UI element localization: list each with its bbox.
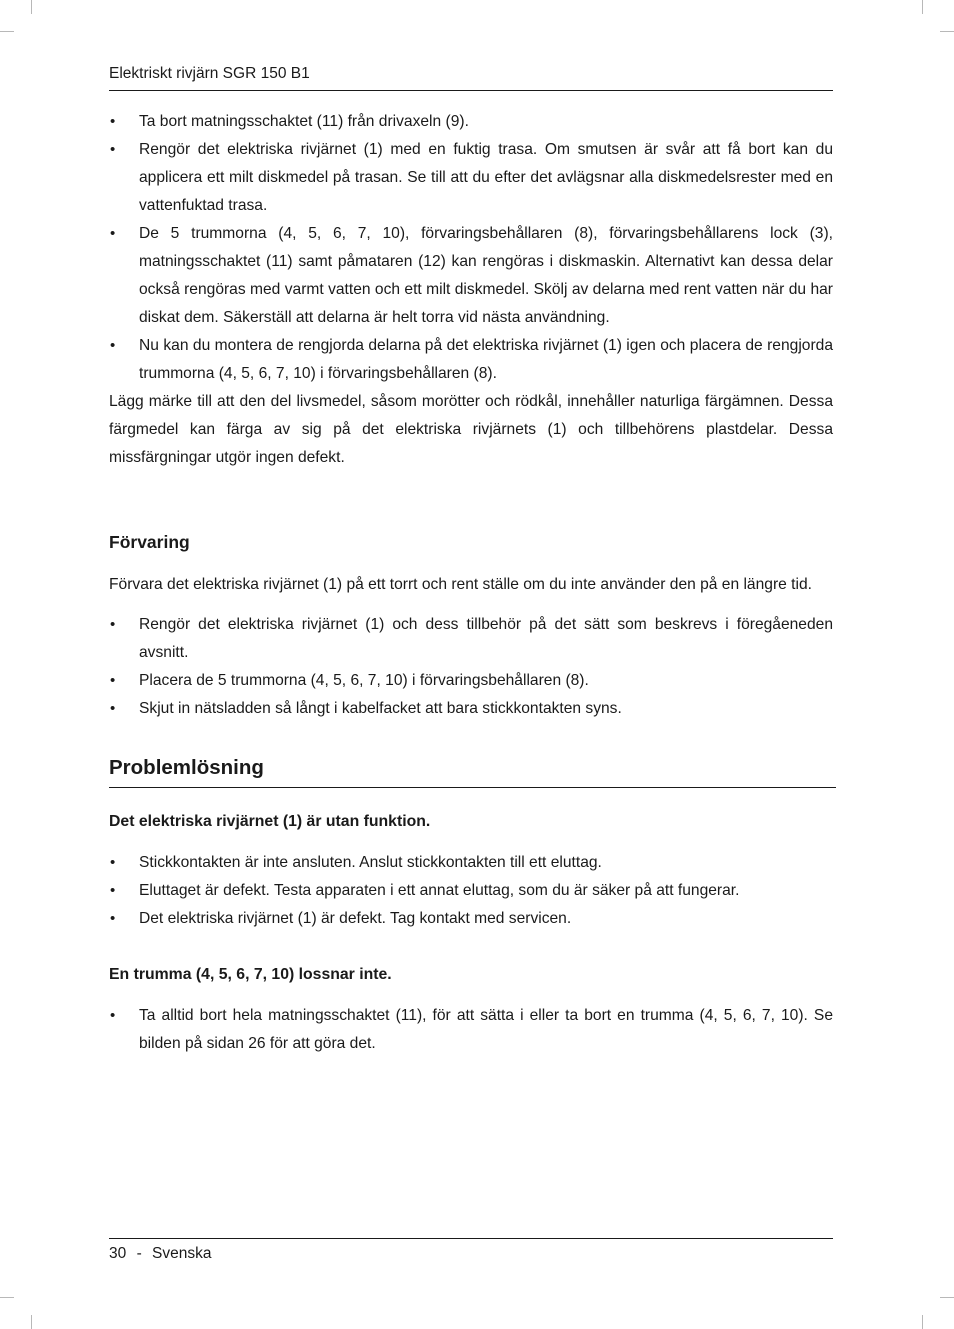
list-item: • De 5 trummorna (4, 5, 6, 7, 10), förvaringsbehållaren (8), förvaringsbehållarens lock (3), matningsschaktet (11) samt påmataren (12) kan rengöras i diskmaskin. Alternativt kan dessa delar också rengöras med varmt vatten och ett milt diskmedel. Skölj av delarna med rent vatten när du har diskat dem. Säkerställ att delarna är helt torra vid nästa användning.: [109, 220, 833, 332]
storage-intro: Förvara det elektriska rivjärnet (1) på ett torrt och rent ställe om du inte använder den på en längre tid.: [109, 576, 812, 593]
list-item: • Nu kan du montera de rengjorda delarna på det elektriska rivjärnet (1) igen och placera de rengjorda trummorna (4, 5, 6, 7, 10) i förvaringsbehållaren (8).: [109, 332, 833, 388]
page-content: [109, 108, 833, 1058]
footer-separator: -: [136, 1245, 142, 1262]
page-footer: [109, 1238, 833, 1265]
crop-mark: [0, 1297, 14, 1298]
list-item: • Skjut in nätsladden så långt i kabelfacket att bara stickkontakten syns.: [109, 695, 833, 723]
crop-mark: [31, 0, 32, 14]
cleaning-list: [109, 108, 833, 388]
storage-list: [109, 611, 833, 723]
issue-list: [109, 1002, 833, 1058]
page-number: 30: [109, 1245, 127, 1262]
page-header: [109, 63, 833, 91]
document-title: Elektriskt rivjärn SGR 150 B1: [109, 65, 310, 82]
list-item: • Ta bort matningsschaktet (11) från drivaxeln (9).: [109, 108, 833, 136]
footer-language: Svenska: [152, 1245, 212, 1262]
list-item: • Eluttaget är defekt. Testa apparaten i ett annat eluttag, som du är säker på att fungerar.: [109, 877, 833, 905]
list-item: • Stickkontakten är inte ansluten. Anslut stickkontakten till ett eluttag.: [109, 849, 833, 877]
list-item: • Placera de 5 trummorna (4, 5, 6, 7, 10) i förvaringsbehållaren (8).: [109, 667, 833, 695]
list-item: • Rengör det elektriska rivjärnet (1) och dess tillbehör på det sätt som beskrevs i föregåeneden avsnitt.: [109, 611, 833, 667]
issue-list: [109, 849, 833, 933]
issue-title: En trumma (4, 5, 6, 7, 10) lossnar inte.: [109, 966, 392, 983]
cleaning-note: Lägg märke till att den del livsmedel, såsom morötter och rödkål, innehåller naturliga färgämnen. Dessa färgmedel kan färga av sig på det elektriska rivjärnets (1) och tillbehörens plastdelar. Dessa missfärgningar utgör ingen defekt.: [109, 393, 833, 466]
list-item: • Det elektriska rivjärnet (1) är defekt. Tag kontakt med servicen.: [109, 905, 833, 933]
issue-title: Det elektriska rivjärnet (1) är utan funktion.: [109, 813, 431, 830]
list-item: • Rengör det elektriska rivjärnet (1) med en fuktig trasa. Om smutsen är svår att få bort kan du applicera ett milt diskmedel på trasan. Se till att du efter det avlägsnar alla diskmedelsrester med en vattenfuktad trasa.: [109, 136, 833, 220]
list-item: • Ta alltid bort hela matningsschaktet (11), för att sätta i eller ta bort en trumma (4, 5, 6, 7, 10). Se bilden på sidan 26 för att göra det.: [109, 1002, 833, 1058]
crop-mark: [922, 0, 923, 14]
crop-mark: [31, 1315, 32, 1329]
crop-mark: [940, 31, 954, 32]
crop-mark: [922, 1315, 923, 1329]
storage-heading: Förvaring: [109, 532, 190, 552]
crop-mark: [940, 1297, 954, 1298]
crop-mark: [0, 31, 14, 32]
troubleshooting-heading: Problemlösning: [109, 753, 836, 788]
